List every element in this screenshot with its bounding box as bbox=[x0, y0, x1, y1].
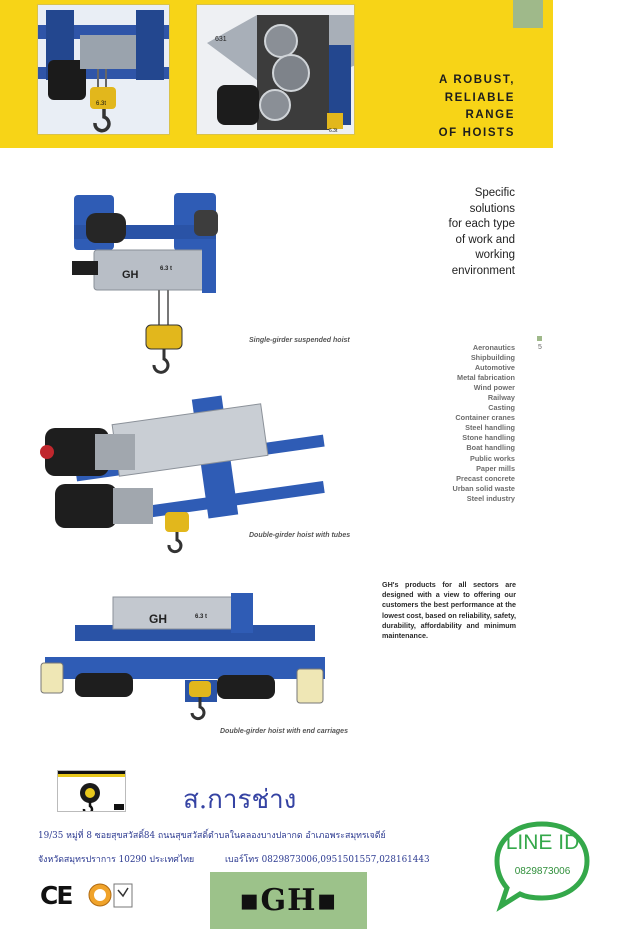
line-id-value: 0829873006 bbox=[514, 866, 571, 877]
sector-item: Aeronautics bbox=[472, 343, 515, 352]
single-girder-brand: GH bbox=[122, 269, 139, 281]
sector-item: Public works bbox=[469, 453, 515, 463]
specific-line: environment bbox=[451, 264, 515, 277]
page-marker bbox=[537, 336, 542, 341]
sector-item: Steel industry bbox=[466, 493, 515, 503]
sector-item: Wind power bbox=[473, 383, 515, 393]
sector-item: Railway bbox=[487, 393, 515, 403]
single-girder-hoist-image bbox=[64, 185, 234, 385]
double-girder-end-carriage-hoist-image bbox=[35, 585, 335, 735]
hoist-gearbox-photo bbox=[196, 4, 355, 135]
headline-line: OF HOISTS bbox=[438, 126, 515, 139]
sector-item: Container cranes bbox=[455, 413, 515, 423]
end-carriage-plate: 6.3 t bbox=[195, 614, 208, 620]
headline-line: RELIABLE bbox=[444, 91, 515, 104]
sector-item: Automotive bbox=[474, 363, 515, 373]
banner-tab bbox=[513, 0, 543, 28]
sector-item: Paper mills bbox=[476, 463, 515, 473]
specific-line: for each type bbox=[448, 218, 515, 231]
product-description: GH's products for all sectors are designed with a view to offering our customers the best performance at the lowest cost, based on reliability, safety, durability, affordability and minimum maintenance. bbox=[382, 580, 516, 641]
caption-double-girder-end-carriages: Double-girder hoist with end carriages bbox=[220, 728, 348, 735]
specific-line: working bbox=[475, 249, 515, 262]
address-line-1: 19/35 หมู่ที่ 8 ซอยสุขสวัสดิ์84 ถนนสุขสวัสดิ์ตำบลในคลองบางปลากด อำเภอพระสมุทรเจดีย์ bbox=[38, 831, 386, 841]
sector-item: Urban solid waste bbox=[452, 483, 515, 493]
sector-item: Steel handling bbox=[465, 423, 515, 433]
sectors-list bbox=[414, 343, 515, 504]
company-logo bbox=[57, 770, 126, 812]
specific-line: of work and bbox=[455, 233, 515, 246]
headline-line: RANGE bbox=[465, 109, 515, 121]
sector-item: Precast concrete bbox=[456, 473, 515, 483]
photo2-label-bottom: 6.3t bbox=[329, 128, 338, 134]
sector-item: Shipbuilding bbox=[470, 353, 515, 363]
specific-line: solutions bbox=[469, 202, 515, 215]
page-number: 5 bbox=[538, 344, 542, 351]
line-id-title: LINE ID bbox=[505, 831, 580, 854]
phone-numbers: เบอร์โทร 0829873006,0951501557,028161443 bbox=[225, 855, 430, 865]
photo1-label: 6.3t bbox=[96, 101, 107, 107]
specific-solutions-text bbox=[418, 186, 515, 280]
caption-double-girder-tubes: Double-girder hoist with tubes bbox=[249, 532, 351, 539]
end-carriage-brand: GH bbox=[149, 612, 167, 626]
headline-line: A ROBUST, bbox=[439, 74, 515, 86]
certification-badges bbox=[88, 882, 134, 909]
hoist-trolley-photo bbox=[37, 4, 170, 135]
address-province: จังหวัดสมุทรปราการ 10290 ประเทศไทย bbox=[38, 855, 195, 865]
banner-headline bbox=[439, 72, 515, 142]
photo2-label-top: 631 bbox=[215, 36, 227, 43]
sector-item: Boat handling bbox=[466, 443, 515, 453]
sector-item: Stone handling bbox=[462, 433, 515, 443]
gh-logo-text: ▪GH▪ bbox=[239, 883, 338, 918]
sector-item: Metal fabrication bbox=[457, 373, 515, 383]
specific-line: Specific bbox=[474, 187, 515, 199]
ce-mark: CE bbox=[40, 881, 72, 910]
company-name: ส.การช่าง bbox=[183, 785, 297, 815]
gh-brand-logo bbox=[210, 872, 367, 929]
sector-item: Casting bbox=[488, 403, 515, 413]
single-girder-plate: 6.3 t bbox=[160, 266, 173, 272]
address-line-2 bbox=[38, 852, 430, 866]
caption-single-girder: Single-girder suspended hoist bbox=[249, 337, 350, 344]
